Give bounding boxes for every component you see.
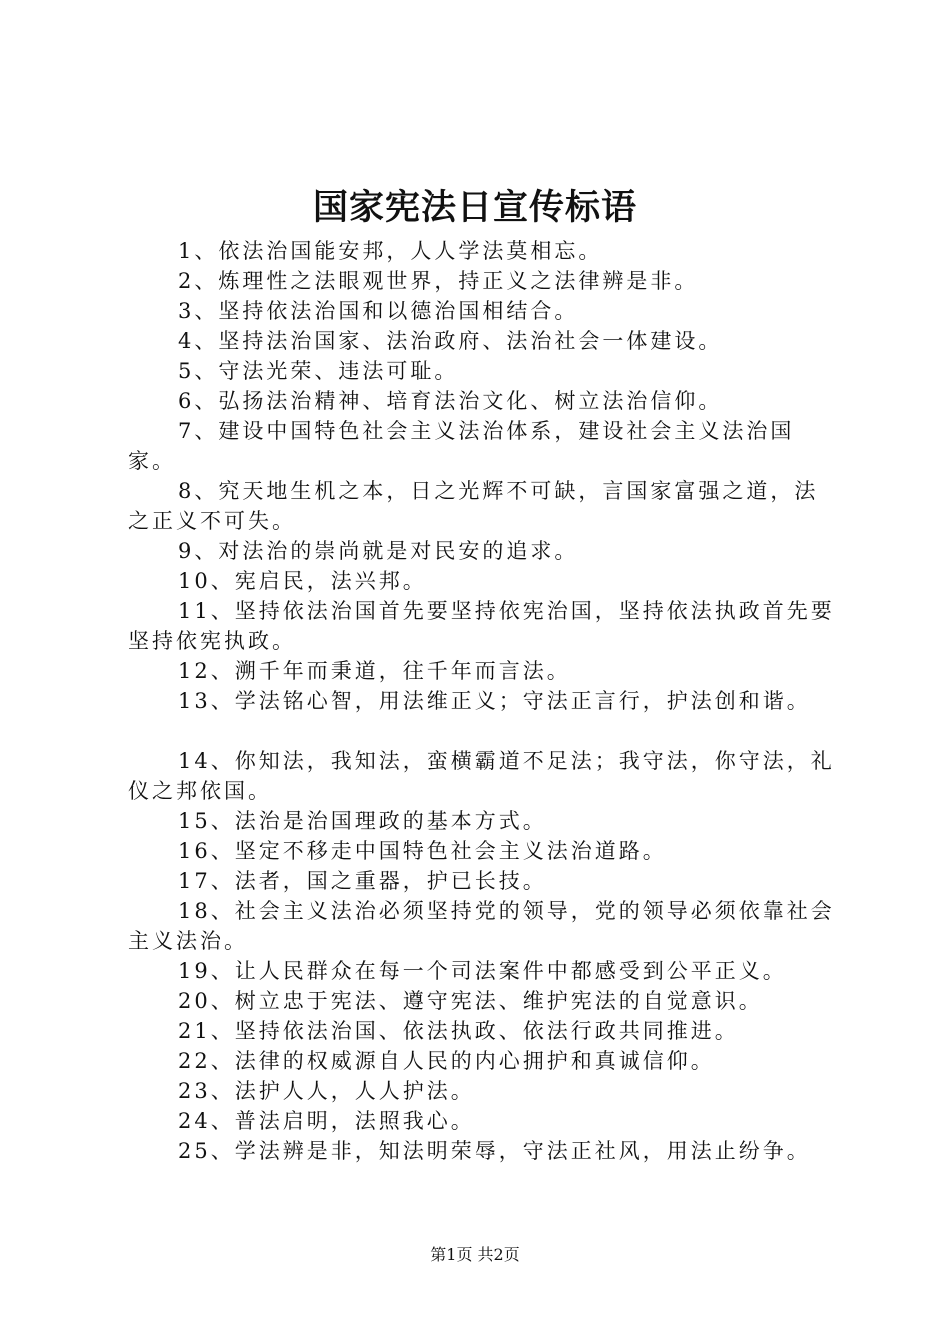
list-item: 18、社会主义法治必须坚持党的领导，党的领导必须依靠社会主义法治。: [128, 899, 835, 953]
paragraph-gap: [128, 716, 840, 746]
list-item: 15、法治是治国理政的基本方式。: [178, 809, 547, 833]
list-item: 19、让人民群众在每一个司法案件中都感受到公平正义。: [178, 959, 787, 983]
list-item: 22、法律的权威源自人民的内心拥护和真诚信仰。: [178, 1049, 715, 1073]
list-item: 16、坚定不移走中国特色社会主义法治道路。: [178, 839, 667, 863]
list-item: 2、炼理性之法眼观世界，持正义之法律辨是非。: [178, 269, 699, 293]
list-item: 3、坚持依法治国和以德治国相结合。: [178, 299, 579, 323]
list-item: 9、对法治的崇尚就是对民安的追求。: [178, 539, 579, 563]
page-title: 国家宪法日宣传标语: [312, 187, 637, 228]
slogan-list: [128, 236, 840, 1166]
list-item: 1、依法治国能安邦，人人学法莫相忘。: [178, 239, 603, 263]
list-item: 12、溯千年而秉道，往千年而言法。: [178, 659, 571, 683]
list-item: 21、坚持依法治国、依法执政、依法行政共同推进。: [178, 1019, 739, 1043]
list-item: 11、坚持依法治国首先要坚持依宪治国，坚持依法执政首先要坚持依宪执政。: [128, 599, 835, 653]
list-item: 13、学法铭心智，用法维正义；守法正言行，护法创和谐。: [178, 689, 811, 713]
list-item: 20、树立忠于宪法、遵守宪法、维护宪法的自觉意识。: [178, 989, 763, 1013]
list-item: 10、宪启民，法兴邦。: [178, 569, 427, 593]
list-item: 14、你知法，我知法，蛮横霸道不足法；我守法，你守法，礼仪之邦依国。: [128, 749, 835, 803]
list-item: 23、法护人人，人人护法。: [178, 1079, 475, 1103]
list-item: 24、普法启明，法照我心。: [178, 1109, 475, 1133]
list-item: 4、坚持法治国家、法治政府、法治社会一体建设。: [178, 329, 723, 353]
list-item: 5、守法光荣、违法可耻。: [178, 359, 459, 383]
list-item: 25、学法辨是非，知法明荣辱，守法正社风，用法止纷争。: [178, 1139, 811, 1163]
list-item: 6、弘扬法治精神、培育法治文化、树立法治信仰。: [178, 389, 723, 413]
list-item: 7、建设中国特色社会主义法治体系，建设社会主义法治国家。: [128, 419, 795, 473]
page-number-footer: 第1页 共2页: [430, 1245, 520, 1264]
list-item: 17、法者，国之重器，护已长技。: [178, 869, 547, 893]
list-item: 8、究天地生机之本，日之光辉不可缺，言国家富强之道，法之正义不可失。: [128, 479, 819, 533]
